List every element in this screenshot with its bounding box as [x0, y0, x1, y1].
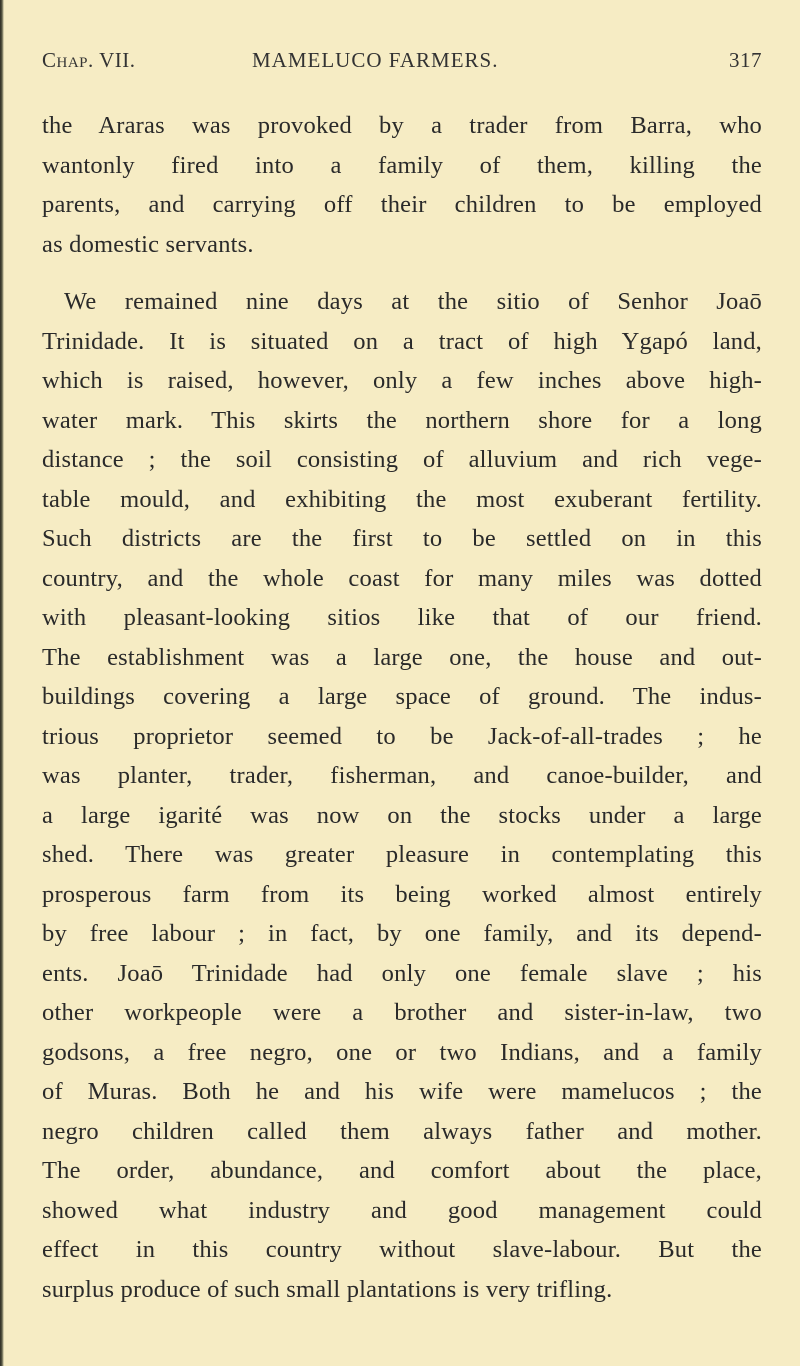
page-edge-shadow [0, 0, 4, 1366]
text-line: a large igarité was now on the stocks under a large [42, 801, 762, 829]
book-page [42, 48, 762, 1309]
text-line: Such districts are the first to be settled on in this [42, 525, 762, 552]
text-line: by free labour ; in fact, by one family, and its depend- [42, 920, 762, 947]
running-head [42, 48, 762, 82]
text-line: prosperous farm from its being worked almost entirely [42, 880, 762, 908]
text-line: country, and the whole coast for many miles was dotted [42, 564, 762, 592]
text-line: of Muras. Both he and his wife were mamelucos ; the [42, 1078, 762, 1105]
text-line: showed what industry and good management could [42, 1196, 762, 1224]
text-line: negro children called them always father and mother. [42, 1117, 762, 1145]
text-line: trious proprietor seemed to be Jack-of-all-trades ; he [42, 722, 762, 750]
text-line: The establishment was a large one, the house and out- [42, 643, 762, 671]
text-line: The order, abundance, and comfort about the place, [42, 1157, 762, 1184]
text-line: parents, and carrying off their children to be employed [42, 191, 762, 218]
text-line: surplus produce of such small plantations is very trifling. [42, 1275, 613, 1303]
text-line: as domestic servants. [42, 230, 254, 258]
text-line: ents. Joaō Trinidade had only one female slave ; his [42, 959, 762, 987]
text-line: wantonly fired into a family of them, killing the [42, 151, 762, 179]
paragraph-1 [42, 106, 762, 264]
text-line: buildings covering a large space of ground. The indus- [42, 683, 762, 710]
text-line: which is raised, however, only a few inches above high- [42, 367, 762, 394]
text-line: with pleasant-looking sitios like that of our friend. [42, 604, 762, 631]
text-line: was planter, trader, fisherman, and canoe-builder, and [42, 762, 762, 789]
body-text [42, 106, 762, 1309]
text-line: We remained nine days at the sitio of Senhor Joaō [64, 288, 762, 315]
text-line: godsons, a free negro, one or two Indians, and a family [42, 1038, 762, 1066]
text-line: shed. There was greater pleasure in contemplating this [42, 841, 762, 868]
text-line: the Araras was provoked by a trader from Barra, who [42, 112, 762, 139]
running-title: MAMELUCO FARMERS. [252, 48, 499, 72]
page-number: 317 [729, 48, 762, 72]
text-line: Trinidade. It is situated on a tract of high Ygapó land, [42, 327, 762, 355]
paragraph-2 [42, 282, 762, 1309]
text-line: effect in this country without slave-labour. But the [42, 1236, 762, 1263]
text-line: table mould, and exhibiting the most exuberant fertility. [42, 485, 762, 513]
text-line: water mark. This skirts the northern shore for a long [42, 406, 762, 434]
chapter-label: Chap. VII. [42, 48, 136, 72]
text-line: other workpeople were a brother and sister-in-law, two [42, 999, 762, 1026]
text-line: distance ; the soil consisting of alluvium and rich vege- [42, 446, 762, 473]
